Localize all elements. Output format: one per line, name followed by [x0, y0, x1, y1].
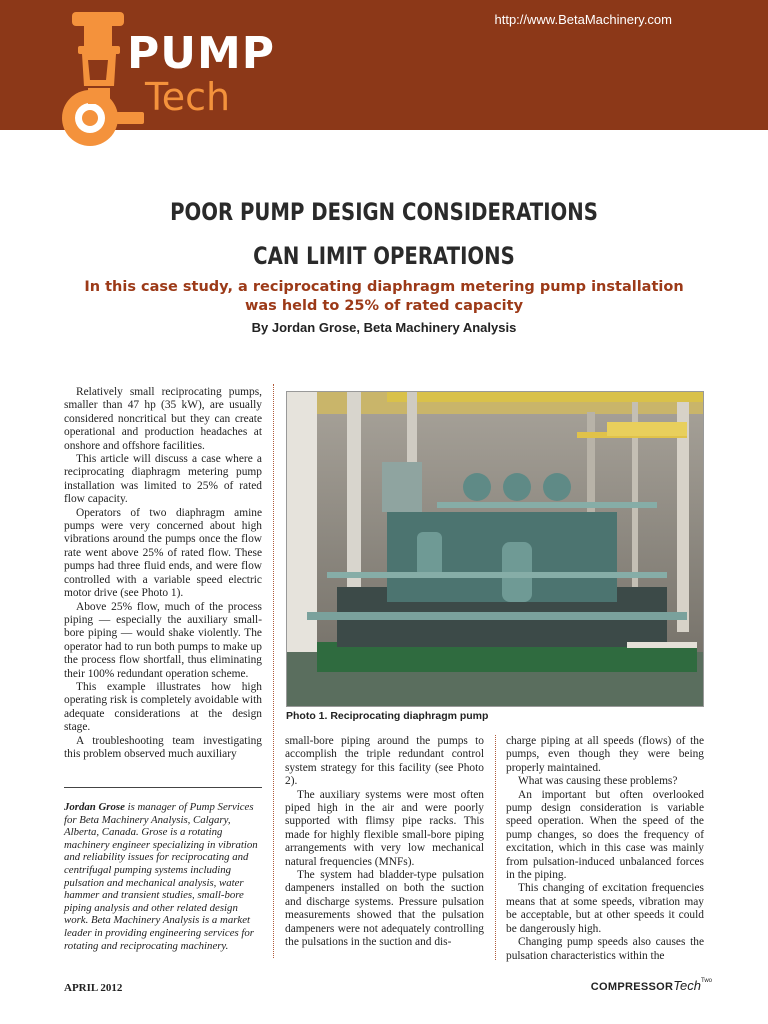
logo-word-pump: PUMP: [127, 28, 276, 79]
paragraph: What was causing these problems?: [518, 775, 678, 788]
paragraph: The auxiliary systems were most often piped high in the air and were poorly supported with flimsy pipe racks. This made for highly flexible small-bore piping arrangements with very low mechanical natural frequencies (MNFs).: [285, 788, 484, 868]
paragraph: small-bore piping around the pumps to accomplish the triple redundant control system strategy for this facility (see Photo 2).: [285, 735, 484, 788]
brand-part-1: COMPRESSOR: [590, 981, 674, 993]
paragraph: charge piping at all speeds (flows) of the pumps, even though they were being properly maintained.: [506, 735, 704, 774]
brand-part-2: Tech: [673, 978, 701, 993]
paragraph: Changing pump speeds also causes the pulsation characteristics within the: [506, 936, 704, 962]
column-divider: [495, 735, 496, 960]
author-bio: [64, 801, 262, 952]
article-column-2: [285, 735, 484, 950]
paragraph: A troubleshooting team investigating this problem observed much auxiliary: [64, 734, 262, 760]
compressortech-logo: [591, 978, 712, 993]
paragraph: The system had bladder-type pulsation dampeners installed on both the suction and discharge systems. Pressure pulsation measurements showed that the pulsation dampeners were not adequately controlling the pulsations in the suction and dis-: [285, 869, 484, 949]
article-column-1: [64, 386, 262, 761]
pump-installation-image: [287, 392, 703, 706]
paragraph: Relatively small reciprocating pumps, smaller than 47 hp (35 kW), are usually considered noncritical but they can create operational and production headaches at onshore and offshore facilities.: [64, 386, 262, 452]
brand-part-3: Two: [700, 978, 712, 984]
paragraph: Above 25% flow, much of the process piping — especially the auxiliary small-bore piping — would shake violently. The operator had to run both pumps to make up the process flow shortfall, thus eliminating their 100% redundant operation scheme.: [64, 600, 262, 680]
issue-date: APRIL 2012: [64, 982, 123, 994]
pump-tech-logo: [58, 8, 276, 158]
photo-caption: Photo 1. Reciprocating diaphragm pump: [286, 710, 489, 722]
bio-divider: [64, 787, 262, 788]
article-subhead: In this case study, a reciprocating diaphragm metering pump installation was held to 25% of rated capacity: [84, 279, 684, 314]
author-name: Jordan Grose: [64, 801, 125, 813]
byline: By Jordan Grose, Beta Machinery Analysis: [251, 320, 517, 335]
paragraph: This example illustrates how high operating risk is completely avoidable with adequate considerations at the design stage.: [64, 680, 262, 734]
logo-word-tech: Tech: [145, 75, 231, 119]
title-line-2: CAN LIMIT OPERATIONS: [253, 242, 515, 270]
paragraph: This article will discuss a case where a reciprocating diaphragm metering pump installation was limited to 25% of rated flow capacity.: [64, 453, 262, 506]
pump-photo: [286, 391, 704, 707]
paragraph: An important but often overlooked pump design consideration is variable speed operation. When the speed of the pump changes, so does the frequency of excitation, which in this case was mainly from pulsation-induced unbalanced forces in the piping.: [506, 788, 704, 882]
title-line-1: POOR PUMP DESIGN CONSIDERATIONS: [170, 198, 598, 226]
author-bio-text: is manager of Pump Services for Beta Machinery Analysis, Calgary, Alberta, Canada. Grose is a rotating machinery engineer specializing in vibration and reliability issues for reciprocating and centrifugal pumping systems including pulsation and mechanical analysis, water hammer and transient studies, small-bore piping analysis and other related design work. Beta Machinery Analysis is a market leader in providing engineering services for rotating and reciprocating machinery.: [64, 801, 258, 952]
article-title: [0, 190, 768, 278]
article-column-3: [506, 735, 704, 963]
column-divider: [273, 384, 274, 958]
website-link[interactable]: http://www.BetaMachinery.com: [494, 12, 672, 27]
paragraph: Operators of two diaphragm amine pumps were very concerned about high vibrations around the pumps once the flow rate went above 25% of rated flow. These pumps had three fluid ends, and were flow controlled with a variable speed electric motor drive (see Photo 1).: [64, 506, 262, 600]
paragraph: This changing of excitation frequencies means that at some speeds, vibration may be acceptable, but at other speeds it could be dangerously high.: [506, 882, 704, 935]
